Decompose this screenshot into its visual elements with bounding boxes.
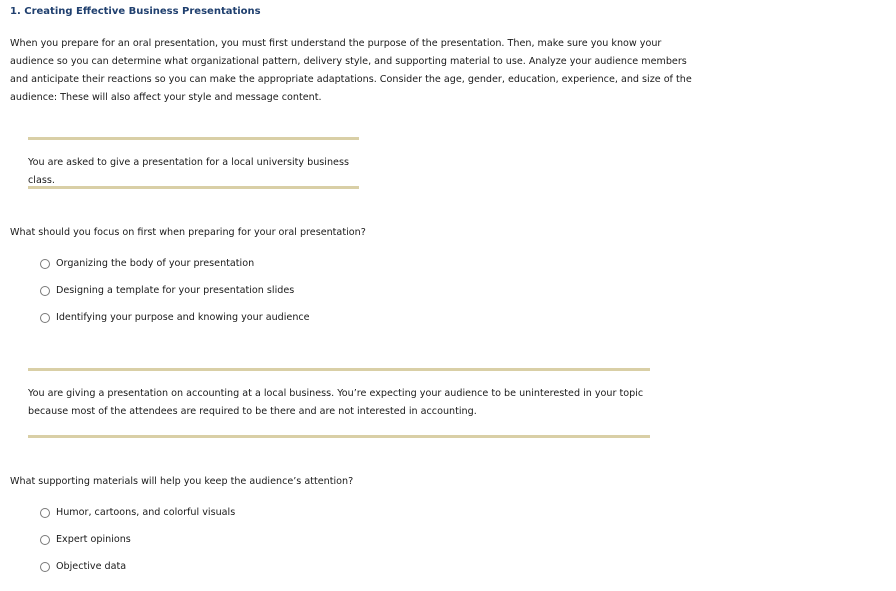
answer-option[interactable] bbox=[40, 534, 235, 561]
question-prompt-1: What should you focus on first when preparing for your oral presentation? bbox=[10, 227, 366, 238]
answer-options-1 bbox=[40, 258, 310, 339]
radio-button[interactable] bbox=[40, 286, 50, 296]
answer-option[interactable] bbox=[40, 312, 310, 339]
radio-button[interactable] bbox=[40, 562, 50, 572]
intro-paragraph: When you prepare for an oral presentation, you must first understand the purpose of the presentation. Then, make sure you know your audience so you can determine what organizational pattern, delivery style, and supporting material to use. Analyze your audience members and anticipate their reactions so you can make the appropriate adaptations. Consider the age, gender, education, experience, and size of the audience: These will also affect your style and message content. bbox=[10, 38, 692, 103]
answer-option[interactable] bbox=[40, 285, 310, 312]
answer-option-label[interactable]: Humor, cartoons, and colorful visuals bbox=[56, 507, 236, 518]
scenario-box-2 bbox=[28, 368, 650, 438]
scenario-box-1 bbox=[28, 137, 359, 189]
answer-option-label[interactable]: Organizing the body of your presentation bbox=[56, 258, 255, 269]
answer-option-label[interactable]: Identifying your purpose and knowing your audience bbox=[56, 312, 310, 323]
answer-option[interactable] bbox=[40, 561, 235, 588]
radio-button[interactable] bbox=[40, 259, 50, 269]
radio-button[interactable] bbox=[40, 535, 50, 545]
answer-option-label[interactable]: Designing a template for your presentation slides bbox=[56, 285, 295, 296]
answer-option-label[interactable]: Objective data bbox=[56, 561, 127, 572]
scenario-text-2: You are giving a presentation on accounting at a local business. You’re expecting your audience to be uninterested in your topic because most of the attendees are required to be there and are not interested in accounting. bbox=[28, 388, 644, 417]
question-prompt-2: What supporting materials will help you keep the audience’s attention? bbox=[10, 476, 354, 487]
scenario-text-1: You are asked to give a presentation for a local university business class. bbox=[28, 157, 349, 186]
radio-button[interactable] bbox=[40, 313, 50, 323]
answer-option[interactable] bbox=[40, 258, 310, 285]
answer-option-label[interactable]: Expert opinions bbox=[56, 534, 131, 545]
section-title: 1. Creating Effective Business Presentations bbox=[10, 6, 261, 17]
answer-options-2 bbox=[40, 507, 235, 588]
answer-option[interactable] bbox=[40, 507, 235, 534]
radio-button[interactable] bbox=[40, 508, 50, 518]
